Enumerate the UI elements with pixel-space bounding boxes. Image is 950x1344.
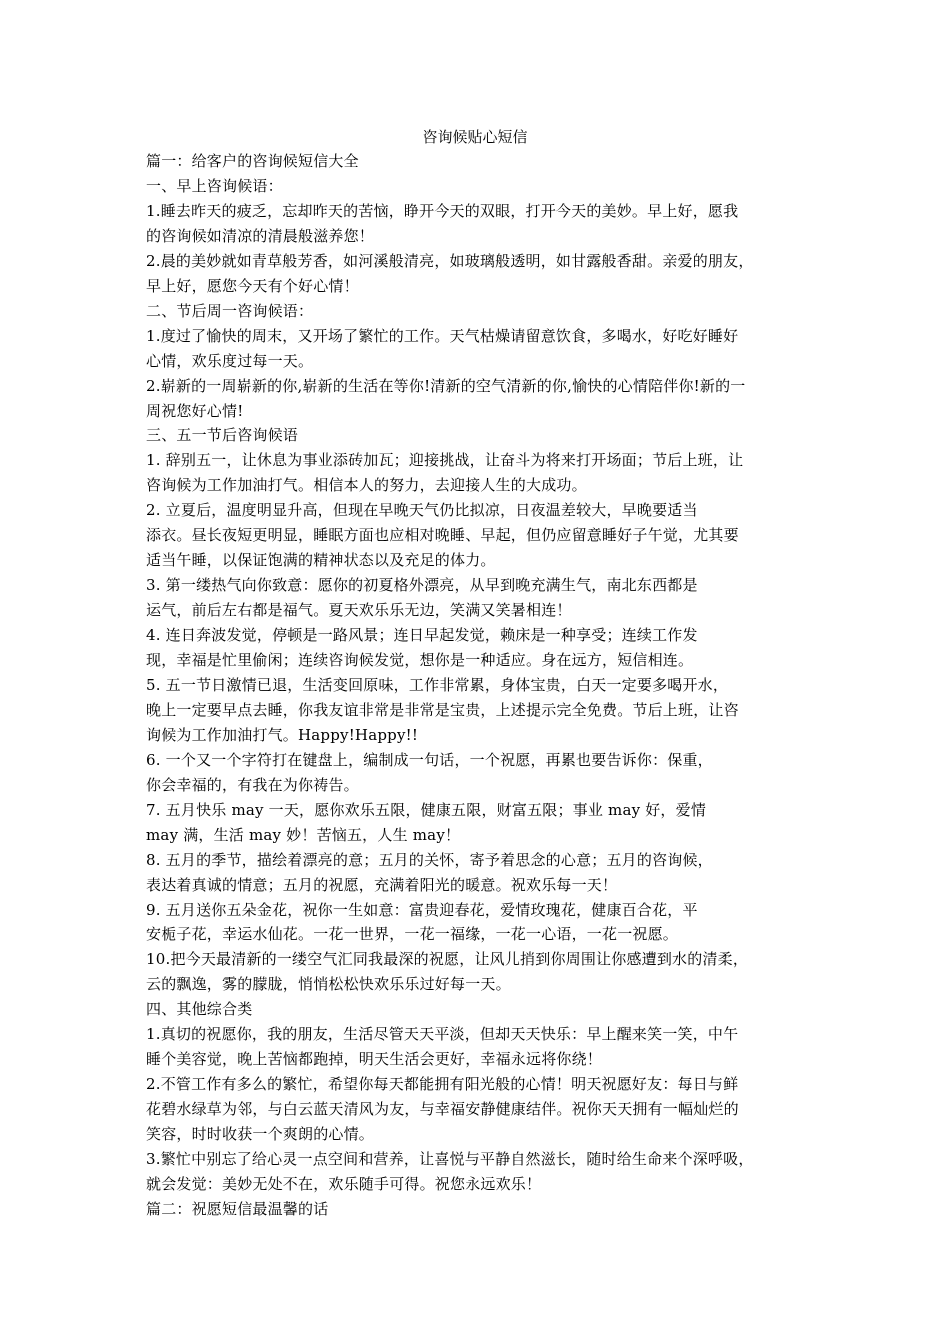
text-line: 的咨询候如清凉的清晨般滋养您！: [146, 226, 375, 245]
text-line: 花碧水绿草为邻，与白云蓝天清风为友，与幸福安静健康结伴。祝你天天拥有一幅灿烂的: [146, 1100, 739, 1119]
text-line: 周祝您好心情!: [146, 401, 244, 420]
text-line: 询候为工作加油打气。Happy!Happy!!: [146, 725, 419, 744]
text-line: 添衣。昼长夜短更明显，睡眠方面也应相对晚睡、早起，但仍应留意睡好子午觉，尤其要: [146, 526, 739, 545]
text-line: 二、节后周一咨询候语：: [146, 301, 314, 320]
text-line: 心情，欢乐度过每一天。: [146, 351, 314, 370]
text-line: 4. 连日奔波发觉，停顿是一路风景；连日早起发觉，赖床是一种享受；连续工作发: [146, 626, 698, 645]
document-title: 咨询候贴心短信: [422, 128, 528, 146]
text-line: 三、五一节后咨询候语: [146, 426, 299, 445]
text-line: 6. 一个又一个字符打在键盘上，编制成一句话，一个祝愿，再累也要告诉你：保重，: [146, 750, 713, 769]
text-line: 9. 五月送你五朵金花，祝你一生如意：富贵迎春花，爱情玫瑰花，健康百合花，平: [146, 900, 698, 919]
text-line: 2. 立夏后，温度明显升高，但现在早晚天气仍比拟凉，日夜温差较大，早晚要适当: [146, 501, 698, 520]
text-line: 笑容，时时收获一个爽朗的心情。: [146, 1125, 375, 1144]
text-line: 篇一：给客户的咨询候短信大全: [146, 152, 359, 170]
text-line: 1. 辞别五一，让休息为事业添砖加瓦；迎接挑战，让奋斗为将来打开场面；节后上班，让: [146, 451, 744, 470]
text-line: 篇二：祝愿短信最温馨的话: [146, 1199, 329, 1218]
text-line: 2.崭新的一周崭新的你,崭新的生活在等你!清新的空气清新的你,愉快的心情陪伴你!新的一: [146, 376, 746, 395]
text-line: 运气，前后左右都是福气。夏天欢乐乐无边，笑满又笑暑相连！: [146, 601, 572, 620]
text-line: 1.睡去昨天的疲乏，忘却昨天的苦恼，睁开今天的双眼，打开今天的美妙。早上好，愿我: [146, 201, 739, 220]
text-line: 5. 五一节日激情已退，生活变回原味，工作非常累，身体宝贵，白天一定要多喝开水，: [146, 675, 729, 694]
text-line: 一、早上咨询候语：: [146, 176, 283, 195]
text-line: 3.繁忙中别忘了给心灵一点空间和营养，让喜悦与平静自然滋长，随时给生命来个深呼吸，: [146, 1150, 754, 1168]
text-line: 3. 第一缕热气向你致意：愿你的初夏格外漂亮，从早到晚充满生气，南北东西都是: [146, 576, 698, 595]
text-line: 咨询候为工作加油打气。相信本人的努力，去迎接人生的大成功。: [146, 476, 587, 495]
text-line: 7. 五月快乐 may 一天，愿你欢乐五限，健康五限，财富五限；事业 may 好，爱情: [146, 800, 707, 819]
text-line: 就会发觉：美妙无处不在，欢乐随手可得。祝您永远欢乐！: [146, 1174, 542, 1193]
text-line: 晚上一定要早点去睡，你我友谊非常是非常是宝贵，上述提示完全免费。节后上班，让咨: [146, 700, 739, 719]
text-line: 1.度过了愉快的周末，又开场了繁忙的工作。天气枯燥请留意饮食，多喝水，好吃好睡好: [146, 326, 739, 345]
text-line: 10.把今天最清新的一缕空气汇同我最深的祝愿，让风儿捎到你周围让你感遭到水的清柔，: [146, 950, 749, 969]
text-line: 2.晨的美妙就如青草般芳香，如河溪般清亮，如玻璃般透明，如甘露般香甜。亲爱的朋友，: [146, 251, 754, 270]
text-line: 适当午睡，以保证饱满的精神状态以及充足的体力。: [146, 551, 496, 570]
text-line: may 满，生活 may 妙！苦恼五，人生 may！: [146, 825, 461, 844]
text-line: 睡个美容觉，晚上苦恼都跑掉，明天生活会更好，幸福永远将你绕！: [146, 1050, 603, 1069]
text-line: 四、其他综合类: [146, 1000, 253, 1019]
text-line: 表达着真诚的情意；五月的祝愿，充满着阳光的暖意。祝欢乐每一天！: [146, 875, 618, 894]
text-line: 安栀子花，幸运水仙花。一花一世界，一花一福缘，一花一心语，一花一祝愿。: [146, 925, 679, 944]
text-line: 2.不管工作有多么的繁忙，希望你每天都能拥有阳光般的心情！明天祝愿好友：每日与鲜: [146, 1075, 739, 1094]
text-line: 早上好，愿您今天有个好心情！: [146, 276, 359, 295]
text-line: 8. 五月的季节，描绘着漂亮的意；五月的关怀，寄予着思念的心意；五月的咨询候，: [146, 850, 713, 869]
text-line: 1.真切的祝愿你，我的朋友，生活尽管天天平淡，但却天天快乐：早上醒来笑一笑，中午: [146, 1025, 739, 1044]
text-line: 云的飘逸，雾的朦胧，悄悄松松快欢乐乐过好每一天。: [146, 975, 511, 994]
text-line: 你会幸福的，有我在为你祷告。: [146, 775, 359, 794]
text-line: 现，幸福是忙里偷闲；连续咨询候发觉，想你是一种适应。身在远方，短信相连。: [146, 651, 694, 669]
